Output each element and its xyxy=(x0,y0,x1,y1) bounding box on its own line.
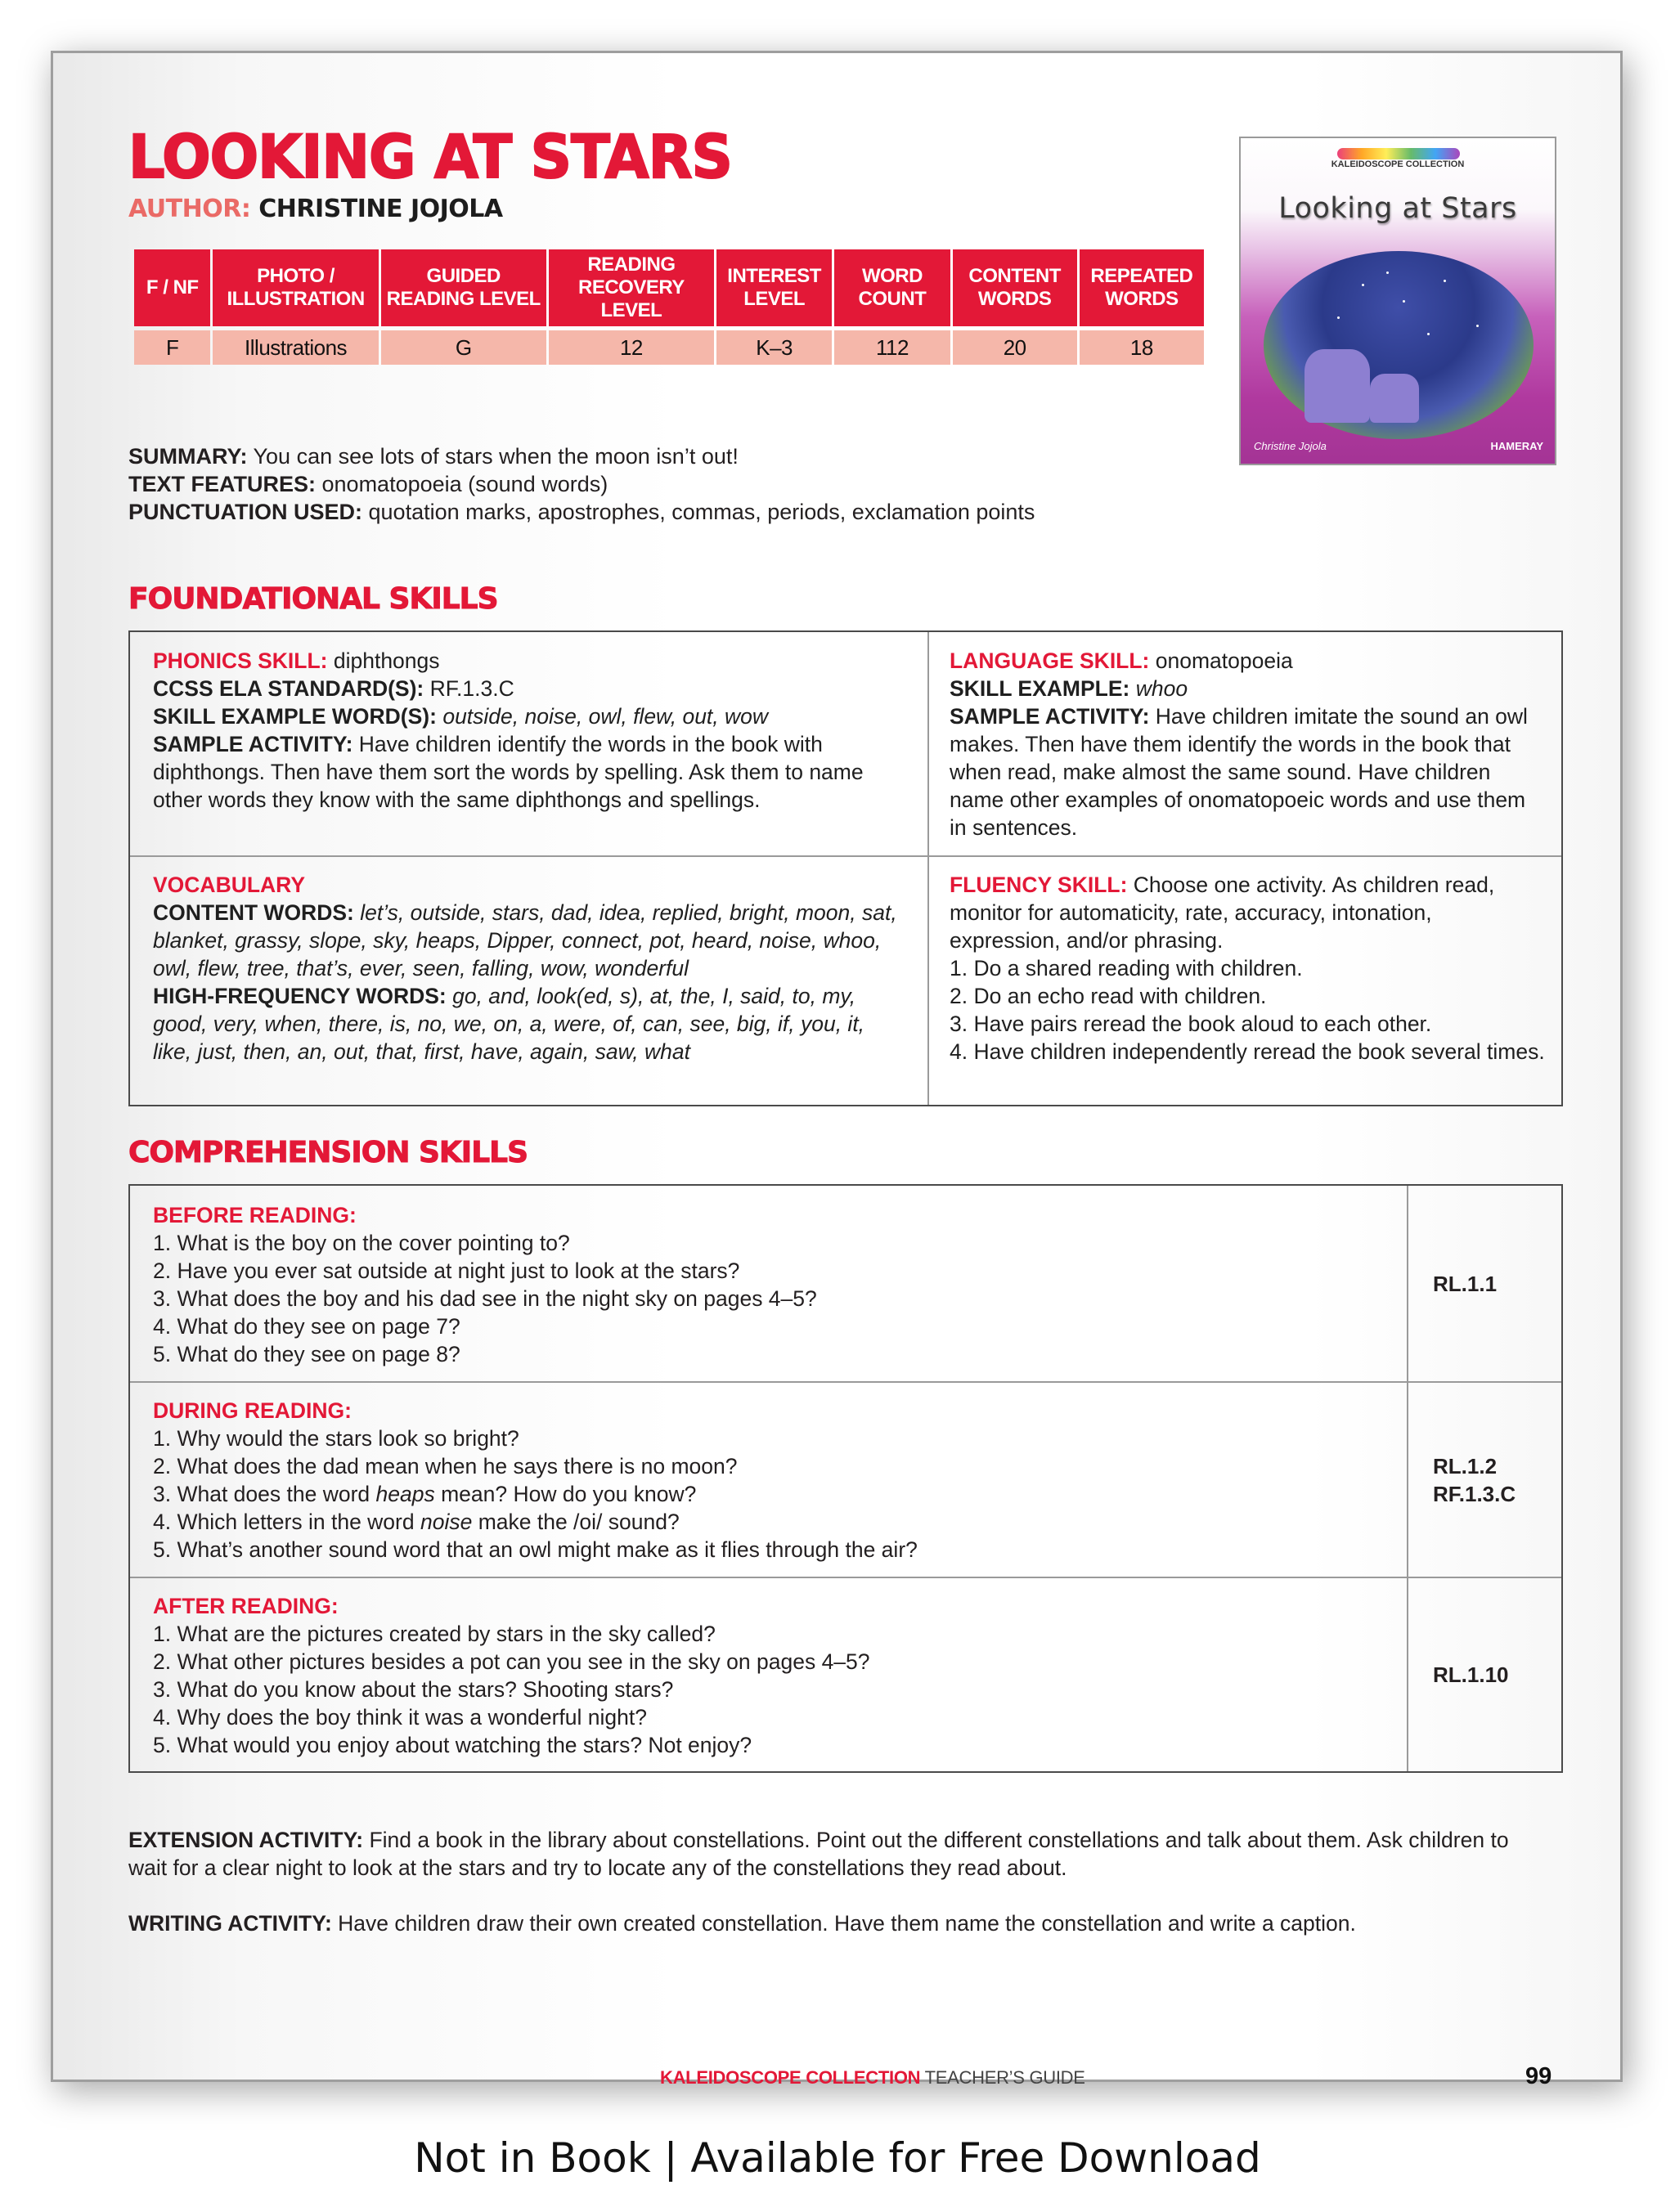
after-reading-standards: RL.1.10 xyxy=(1433,1662,1509,1687)
question: 4. What do they see on page 7? xyxy=(153,1314,460,1339)
book-metadata-table xyxy=(132,249,1206,365)
question: 4. Which letters in the word noise make the /oi/ sound? xyxy=(153,1510,680,1534)
fluency-item: 3. Have pairs reread the book aloud to each other. xyxy=(950,1012,1432,1036)
divider xyxy=(130,855,1561,857)
header-photo-illustration: PHOTO / ILLUSTRATION xyxy=(213,249,378,326)
value-repeated-words: 18 xyxy=(1080,330,1204,365)
guide-page xyxy=(51,51,1623,2089)
fluency-skill-cell: FLUENCY SKILL: Choose one activity. As children read, monitor for automaticity, rate, accuracy, intonation, expression, and/or phrasing. 1. Do a shared reading with children. 2. Do an echo read with children. 3. Have pairs reread the book aloud to each other. 4. Have children independently reread the book several times. xyxy=(950,871,1547,1066)
header-word-count: WORD COUNT xyxy=(834,249,950,326)
metadata-value-row xyxy=(134,330,1204,365)
question: 5. What would you enjoy about watching the stars? Not enjoy? xyxy=(153,1733,752,1757)
phonics-skill-cell: PHONICS SKILL: diphthongs CCSS ELA STANDARD(S): RF.1.3.C SKILL EXAMPLE WORD(S): outside, noise, owl, flew, out, wow SAMPLE ACTIVITY: Have children identify the words in the book with diphthongs. Then have them sort the words by spelling. Ask them to name other words they know with the same diphthongs and spellings. xyxy=(153,648,864,812)
value-f-nf: F xyxy=(134,330,210,365)
divider xyxy=(130,1381,1561,1383)
kaleidoscope-logo-icon xyxy=(1337,148,1460,159)
value-content-words: 20 xyxy=(953,330,1077,365)
text-features-line: TEXT FEATURES: onomatopoeia (sound words) xyxy=(128,472,608,496)
fluency-item: 2. Do an echo read with children. xyxy=(950,984,1267,1008)
question: 5. What’s another sound word that an owl might make as it flies through the air? xyxy=(153,1537,918,1562)
cover-illustration xyxy=(1264,251,1534,439)
after-reading-questions: AFTER READING: 1. What are the pictures created by stars in the sky called? 2. What other pictures besides a pot can you see in the sky on pages 4–5? 3. What do you know about the stars? Shooting stars? 4. Why does the boy think it was a wonderful night? 5. What would you enjoy about watching the stars? Not enjoy? xyxy=(153,1592,1380,1759)
author-name: CHRISTINE JOJOLA xyxy=(258,195,503,223)
summary-line: SUMMARY: You can see lots of stars when the moon isn’t out! xyxy=(128,444,739,469)
publisher-logo: HAMERAY xyxy=(1490,440,1543,452)
value-guided-reading-level: G xyxy=(381,330,546,365)
author-line xyxy=(128,197,503,222)
header-repeated-words: REPEATED WORDS xyxy=(1080,249,1204,326)
metadata-header-row xyxy=(134,249,1204,326)
fluency-item: 1. Do a shared reading with children. xyxy=(950,956,1303,980)
foundational-skills-box xyxy=(128,630,1563,1106)
cover-series-name: KALEIDOSCOPE COLLECTION xyxy=(1331,159,1465,169)
comprehension-skills-box xyxy=(128,1184,1563,1773)
question: 1. What is the boy on the cover pointing to? xyxy=(153,1231,570,1255)
divider xyxy=(130,1577,1561,1578)
vocabulary-cell: VOCABULARY CONTENT WORDS: let’s, outside, stars, dad, idea, replied, bright, moon, sat, blanket, grassy, slope, sky, heaps, Dipper, connect, pot, heard, noise, whoo, owl, flew, tree, that’s, ever, seen, falling, wow, wonderful HIGH-FREQUENCY WORDS: go, and, look(ed, s), at, the, I, said, to, my, good, very, when, there, is, no, we, on, a, were, of, can, see, big, if, you, it, like, just, then, an, out, that, first, have, again, saw, what xyxy=(153,873,897,1064)
question: 1. Why would the stars look so bright? xyxy=(153,1426,519,1451)
fluency-item: 4. Have children independently reread the book several times. xyxy=(950,1039,1545,1064)
comprehension-skills-heading: COMPREHENSION SKILLS xyxy=(128,1136,528,1169)
father-figure xyxy=(1305,349,1370,423)
cover-title: Looking at Stars xyxy=(1278,192,1517,225)
value-photo-illustration: Illustrations xyxy=(213,330,378,365)
question: 1. What are the pictures created by stars in the sky called? xyxy=(153,1622,716,1646)
question: 2. What does the dad mean when he says there is no moon? xyxy=(153,1454,738,1478)
page-title: LOOKING AT STARS xyxy=(128,121,732,192)
value-interest-level: K–3 xyxy=(716,330,832,365)
divider xyxy=(927,632,929,1105)
during-reading-questions: DURING READING: 1. Why would the stars look so bright? 2. What does the dad mean when he says there is no moon? 3. What does the word heaps mean? How do you know? 4. Which letters in the word noise make the /oi/ sound? 5. What’s another sound word that an owl might make as it flies through the air? xyxy=(153,1397,1380,1564)
question: 4. Why does the boy think it was a wonderful night? xyxy=(153,1705,647,1730)
cover-author: Christine Jojola xyxy=(1254,440,1327,452)
punctuation-line: PUNCTUATION USED: quotation marks, apostrophes, commas, periods, exclamation points xyxy=(128,500,1035,524)
question: 3. What does the boy and his dad see in the night sky on pages 4–5? xyxy=(153,1286,817,1311)
header-content-words: CONTENT WORDS xyxy=(953,249,1077,326)
header-guided-reading-level: GUIDED READING LEVEL xyxy=(381,249,546,326)
book-info xyxy=(128,442,1035,526)
question: 2. What other pictures besides a pot can you see in the sky on pages 4–5? xyxy=(153,1649,870,1674)
header-reading-recovery-level: READING RECOVERY LEVEL xyxy=(549,249,714,326)
question: 2. Have you ever sat outside at night just to look at the stars? xyxy=(153,1259,740,1283)
question: 3. What does the word heaps mean? How do you know? xyxy=(153,1482,697,1506)
writing-activity: WRITING ACTIVITY: Have children draw their own created constellation. Have them name the constellation and write a caption. xyxy=(128,1911,1356,1936)
question: 3. What do you know about the stars? Shooting stars? xyxy=(153,1677,674,1702)
value-reading-recovery-level: 12 xyxy=(549,330,714,365)
foundational-skills-heading: FOUNDATIONAL SKILLS xyxy=(128,582,498,616)
value-word-count: 112 xyxy=(834,330,950,365)
before-reading-questions: BEFORE READING: 1. What is the boy on the cover pointing to? 2. Have you ever sat outside at night just to look at the stars? 3. What does the boy and his dad see in the night sky on pages 4–5? 4. What do they see on page 7? 5. What do they see on page 8? xyxy=(153,1201,1380,1368)
before-reading-standards: RL.1.1 xyxy=(1433,1271,1498,1296)
language-skill-cell: LANGUAGE SKILL: onomatopoeia SKILL EXAMPLE: whoo SAMPLE ACTIVITY: Have children imitate the sound an owl makes. Then have them identify the words in the book that when read, make almost the same sound. Have children name other examples of onomatopoeic words and use them in sentences. xyxy=(950,648,1528,840)
header-interest-level: INTEREST LEVEL xyxy=(716,249,832,326)
header-f-nf: F / NF xyxy=(134,249,210,326)
during-reading-standards: RL.1.2 RF.1.3.C xyxy=(1433,1453,1516,1506)
page-number: 99 xyxy=(1525,2063,1552,2089)
download-notice: Not in Book | Available for Free Download xyxy=(414,2134,1261,2182)
extension-activity: EXTENSION ACTIVITY: Find a book in the library about constellations. Point out the different constellations and talk about them. Ask children to wait for a clear night to look at the stars and try to locate any of the constellations they read about. xyxy=(128,1828,1509,1880)
author-label: AUTHOR: xyxy=(128,195,251,223)
question: 5. What do they see on page 8? xyxy=(153,1342,460,1366)
boy-figure xyxy=(1370,374,1419,423)
book-cover-image xyxy=(1239,137,1556,465)
page-footer: KALEIDOSCOPE COLLECTION TEACHER’S GUIDE xyxy=(660,2067,1085,2088)
